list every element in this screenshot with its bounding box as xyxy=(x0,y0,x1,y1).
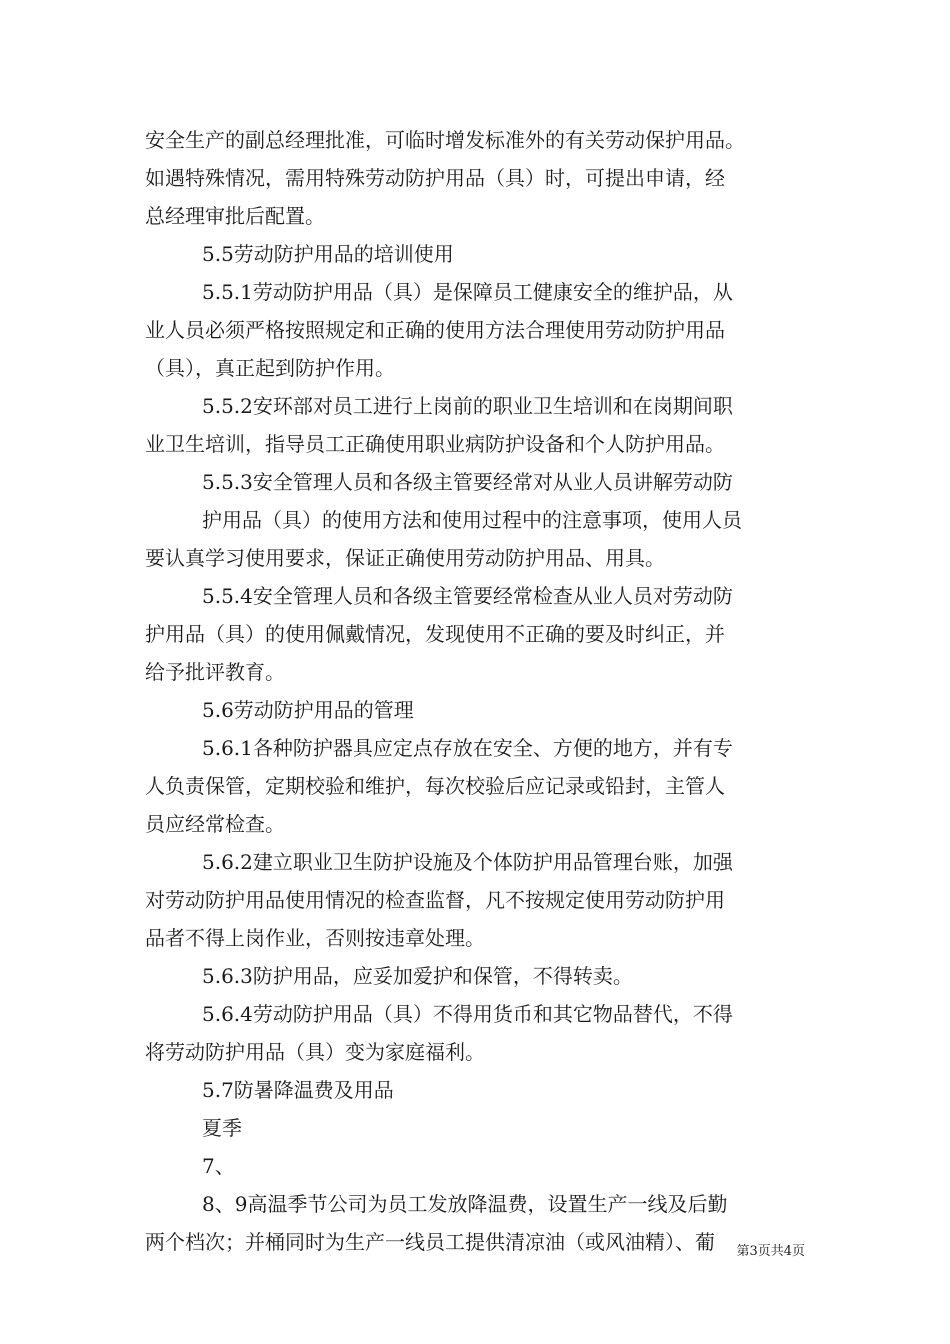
text-line: 5.7防暑降温费及用品 xyxy=(202,1078,394,1102)
text-line: 护用品（具）的使用方法和使用过程中的注意事项，使用人员 xyxy=(202,508,742,532)
text-line: 人负责保管，定期校验和维护，每次校验后应记录或铅封，主管人 xyxy=(145,774,725,798)
text-line: 5.6劳动防护用品的管理 xyxy=(202,698,414,722)
text-line: 5.6.3防护用品，应妥加爱护和保管，不得转卖。 xyxy=(202,964,633,988)
text-line: 给予批评教育。 xyxy=(145,660,285,684)
text-line: 5.6.1各种防护器具应定点存放在安全、方便的地方，并有专 xyxy=(202,736,733,760)
text-line: 总经理审批后配置。 xyxy=(145,204,325,228)
text-line: 5.5.1劳动防护用品（具）是保障员工健康安全的维护品，从 xyxy=(202,280,733,304)
text-line: 将劳动防护用品（具）变为家庭福利。 xyxy=(145,1040,485,1064)
text-line: 8、9高温季节公司为员工发放降温费，设置生产一线及后勤 xyxy=(202,1192,728,1216)
text-line: 5.6.4劳动防护用品（具）不得用货币和其它物品替代，不得 xyxy=(202,1002,733,1026)
text-line: 如遇特殊情况，需用特殊劳动防护用品（具）时，可提出申请，经 xyxy=(145,166,725,190)
text-line: 对劳动防护用品使用情况的检查监督，凡不按规定使用劳动防护用 xyxy=(145,888,725,912)
text-line: 员应经常检查。 xyxy=(145,812,285,836)
text-line: 品者不得上岗作业，否则按违章处理。 xyxy=(145,926,485,950)
text-line: 7、 xyxy=(202,1154,235,1178)
text-line: 5.5.2安环部对员工进行上岗前的职业卫生培训和在岗期间职 xyxy=(202,394,733,418)
document-body xyxy=(145,121,810,1261)
text-line: （具），真正起到防护作用。 xyxy=(145,356,395,380)
page-number: 第3页共4页 xyxy=(736,1244,805,1259)
text-line: 5.5劳动防护用品的培训使用 xyxy=(202,242,454,266)
text-line: 5.5.3安全管理人员和各级主管要经常对从业人员讲解劳动防 xyxy=(202,470,733,494)
text-line: 两个档次；并桶同时为生产一线员工提供清凉油（或风油精）、葡 xyxy=(145,1230,715,1254)
text-line: 要认真学习使用要求，保证正确使用劳动防护用品、用具。 xyxy=(145,546,665,570)
text-line: 5.6.2建立职业卫生防护设施及个体防护用品管理台账，加强 xyxy=(202,850,733,874)
text-line: 5.5.4安全管理人员和各级主管要经常检查从业人员对劳动防 xyxy=(202,584,733,608)
text-line: 业人员必须严格按照规定和正确的使用方法合理使用劳动防护用品 xyxy=(145,318,725,342)
text-line: 护用品（具）的使用佩戴情况，发现使用不正确的要及时纠正，并 xyxy=(145,622,725,646)
text-line: 安全生产的副总经理批准，可临时增发标准外的有关劳动保护用品。 xyxy=(145,128,745,152)
text-line: 业卫生培训，指导员工正确使用职业病防护设备和个人防护用品。 xyxy=(145,432,725,456)
text-line: 夏季 xyxy=(202,1116,242,1140)
